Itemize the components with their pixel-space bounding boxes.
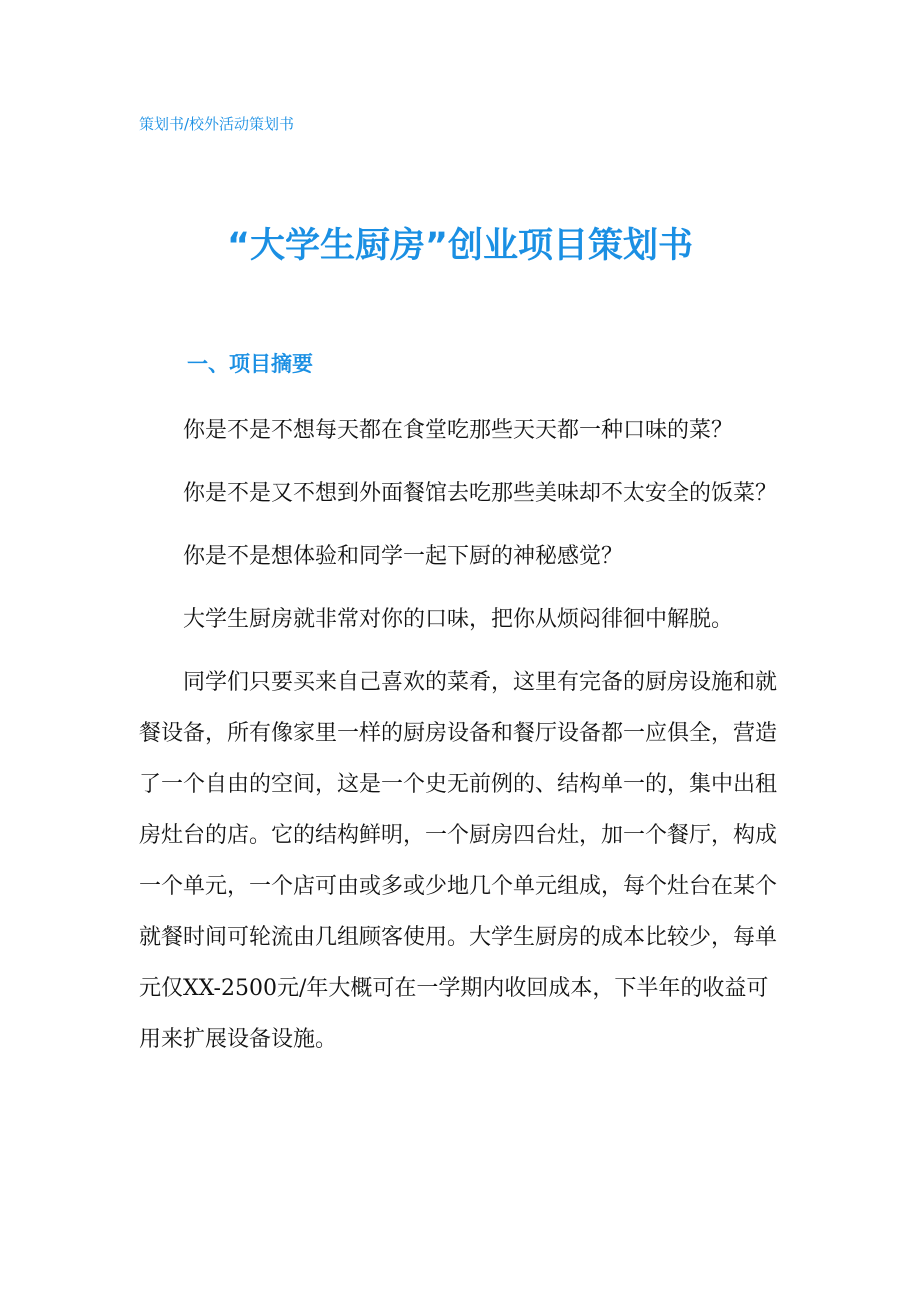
body-paragraph: 你是不是不想每天都在食堂吃那些天天都一种口味的菜？ (183, 418, 734, 443)
body-paragraph: 你是不是又不想到外面餐馆去吃那些美味却不太安全的饭菜？ (183, 481, 778, 506)
body-paragraph: 同学们只要买来自己喜欢的菜肴，这里有完备的厨房设施和就餐设备，所有像家里一样的厨房设备和餐厅设备都一应俱全，营造了一个自由的空间，这是一个史无前例的、结构单一的，集中出租房灶台的店。它的结构鲜明，一个厨房四台灶，加一个餐厅，构成一个单元，一个店可由或多或少地几个单元组成，每个灶台在某个就餐时间可轮流由几组顾客使用。大学生厨房的成本比较少，每单元仅XX-2500元/年大概可在一学期内收回成本，下半年的收益可用来扩展设备设施。 (139, 670, 778, 1052)
body-paragraph: 你是不是想体验和同学一起下厨的神秘感觉？ (183, 544, 624, 569)
section-heading-summary: 一、项目摘要 (187, 352, 313, 376)
document-body (139, 405, 789, 1065)
body-paragraph: 大学生厨房就非常对你的口味，把你从烦闷徘徊中解脱。 (183, 607, 734, 632)
document-title: “大学生厨房”创业项目策划书 (226, 226, 693, 266)
breadcrumb[interactable]: 策划书/校外活动策划书 (139, 115, 295, 133)
